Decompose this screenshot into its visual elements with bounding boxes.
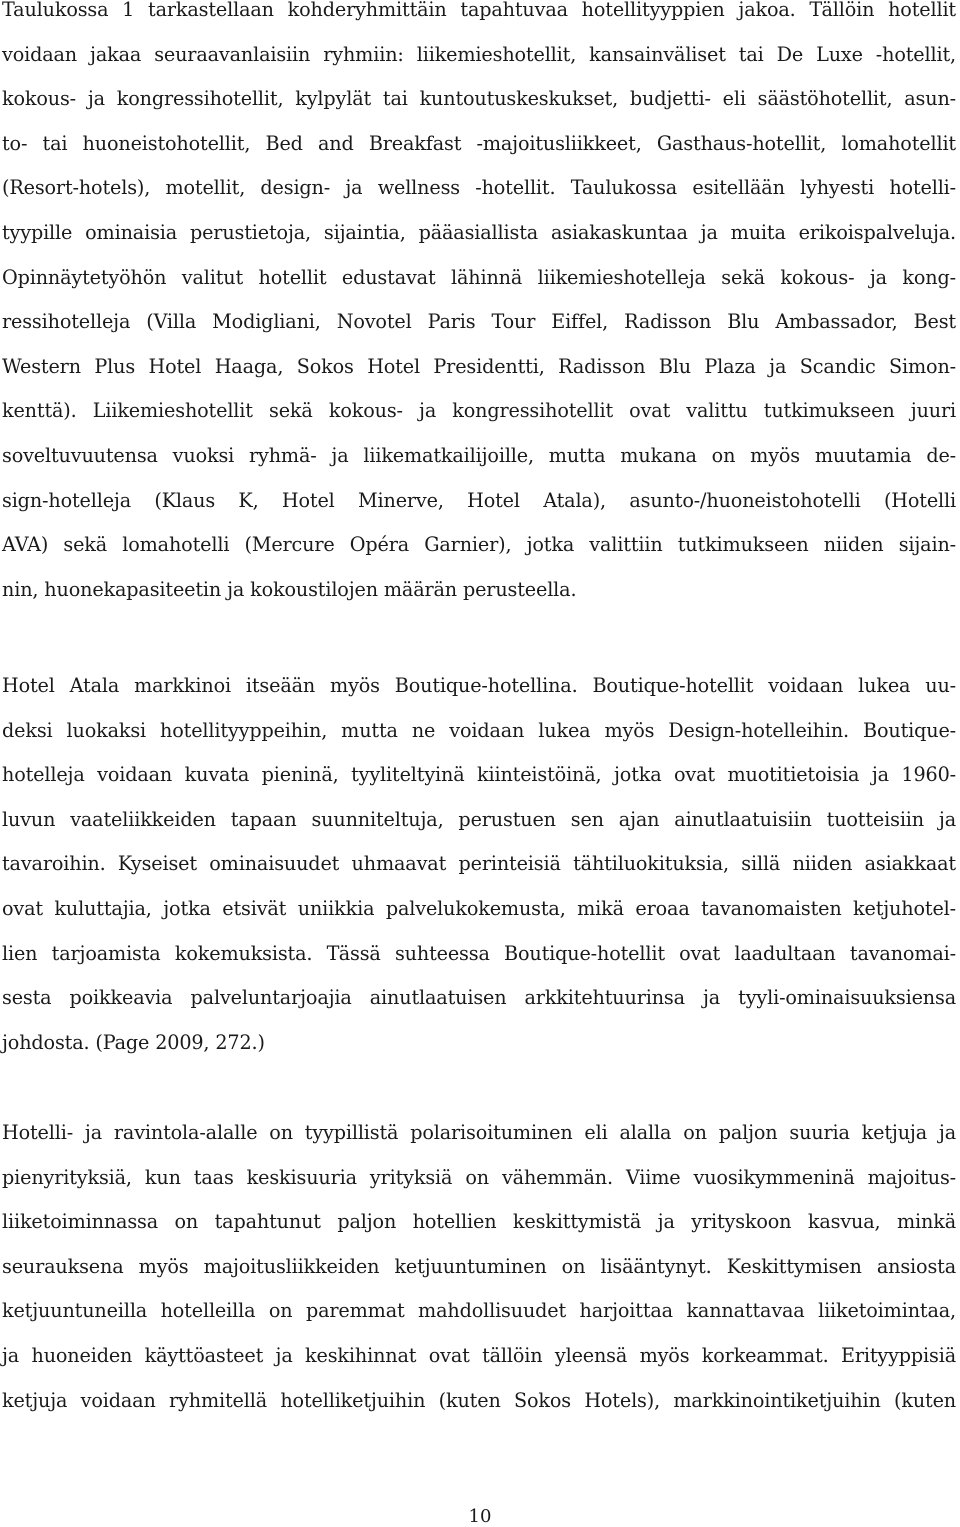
- text-line: ovat kuluttajia, jotka etsivät uniikkia palvelukokemusta, mikä eroaa tavanomaisten ketjuhotel-: [2, 896, 956, 920]
- text-line: ressihotelleja (Villa Modigliani, Novotel Paris Tour Eiffel, Radisson Blu Ambassador, Best: [2, 310, 956, 334]
- text-line: ketjuuntuneilla hotelleilla on paremmat mahdollisuudet harjoittaa kannattavaa liiketoimintaa,: [2, 1299, 956, 1323]
- text-line: seurauksena myös majoitusliikkeiden ketjuuntuminen on lisääntynyt. Keskittymisen ansiosta: [2, 1254, 956, 1278]
- text-line: Western Plus Hotel Haaga, Sokos Hotel Presidentti, Radisson Blu Plaza ja Scandic Simon-: [2, 354, 956, 378]
- text-line: deksi luokaksi hotellityyppeihin, mutta ne voidaan lukea myös Design-hotelleihin. Boutique-: [2, 718, 956, 742]
- text-line: kokous- ja kongressihotellit, kylpylät tai kuntoutuskeskukset, budjetti- eli säästöhotellit, asun-: [2, 87, 956, 111]
- text-line: luvun vaateliikkeiden tapaan suunniteltuja, perustuen sen ajan ainutlaatuisiin tuotteisiin ja: [2, 807, 956, 831]
- text-line: hotelleja voidaan kuvata pieninä, tyyliteltyinä kiinteistöinä, jotka ovat muotitietoisia ja 1960-: [2, 763, 956, 787]
- text-line: soveltuvuutensa vuoksi ryhmä- ja liikematkailijoille, mutta mukana on myös muutamia de-: [2, 443, 956, 467]
- text-line: AVA) sekä lomahotelli (Mercure Opéra Garnier), jotka valittiin tutkimukseen niiden sijain-: [2, 533, 956, 557]
- paragraph-industry-polarisation: [2, 1111, 956, 1423]
- text-line: tavaroihin. Kyseiset ominaisuudet uhmaavat perinteisiä tähtiluokituksia, sillä niiden asiakkaat: [2, 852, 956, 876]
- text-line: sign-hotelleja (Klaus K, Hotel Minerve, Hotel Atala), asunto-/huoneistohotelli (Hotelli: [2, 488, 956, 512]
- text-line: Hotel Atala markkinoi itseään myös Boutique-hotellina. Boutique-hotellit voidaan lukea uu-: [2, 674, 956, 697]
- text-line: lien tarjoamista kokemuksista. Tässä suhteessa Boutique-hotellit ovat laadultaan tavanomai-: [2, 941, 956, 965]
- page-number: 10: [468, 1506, 492, 1527]
- text-line: voidaan jakaa seuraavanlaisiin ryhmiin: liikemieshotellit, kansainväliset tai De Luxe -hotellit,: [2, 42, 956, 66]
- text-line: ketjuja voidaan ryhmitellä hotelliketjuihin (kuten Sokos Hotels), markkinointiketjuihin (kuten: [2, 1388, 956, 1412]
- text-line: Hotelli- ja ravintola-alalle on tyypillistä polarisoituminen eli alalla on paljon suuria ketjuja ja: [2, 1121, 956, 1144]
- text-line: Opinnäytetyöhön valitut hotellit edustavat lähinnä liikemieshotelleja sekä kokous- ja kong-: [2, 265, 956, 289]
- text-line: liiketoiminnassa on tapahtunut paljon hotellien keskittymistä ja yrityskoon kasvua, minkä: [2, 1210, 956, 1234]
- text-line: kenttä). Liikemieshotellit sekä kokous- ja kongressihotellit ovat valittu tutkimukseen juuri: [2, 399, 956, 423]
- text-line: sesta poikkeavia palveluntarjoajia ainutlaatuisen arkkitehtuurinsa ja tyyli-ominaisuuksiensa: [2, 986, 956, 1010]
- paragraph-boutique-hotels: [2, 664, 956, 1065]
- paragraph-hotel-types: [2, 0, 956, 612]
- text-line: johdosta. (Page 2009, 272.): [2, 1030, 265, 1054]
- text-line: tyypille ominaisia perustietoja, sijaintia, pääasiallista asiakaskuntaa ja muita erikoispalveluja.: [2, 220, 956, 244]
- text-line: (Resort-hotels), motellit, design- ja wellness -hotellit. Taulukossa esitellään lyhyesti hotelli-: [2, 176, 956, 200]
- text-line: pienyrityksiä, kun taas keskisuuria yrityksiä on vähemmän. Viime vuosikymmeninä majoitus-: [2, 1165, 956, 1189]
- text-line: to- tai huoneistohotellit, Bed and Breakfast -majoitusliikkeet, Gasthaus-hotellit, lomahotellit: [2, 131, 956, 155]
- text-line: ja huoneiden käyttöasteet ja keskihinnat ovat tällöin yleensä myös korkeammat. Erityyppisiä: [2, 1343, 956, 1367]
- text-line: nin, huonekapasiteetin ja kokoustilojen määrän perusteella.: [2, 577, 577, 601]
- text-line: Taulukossa 1 tarkastellaan kohderyhmittäin tapahtuvaa hotellityyppien jakoa. Tällöin hotellit: [2, 0, 956, 21]
